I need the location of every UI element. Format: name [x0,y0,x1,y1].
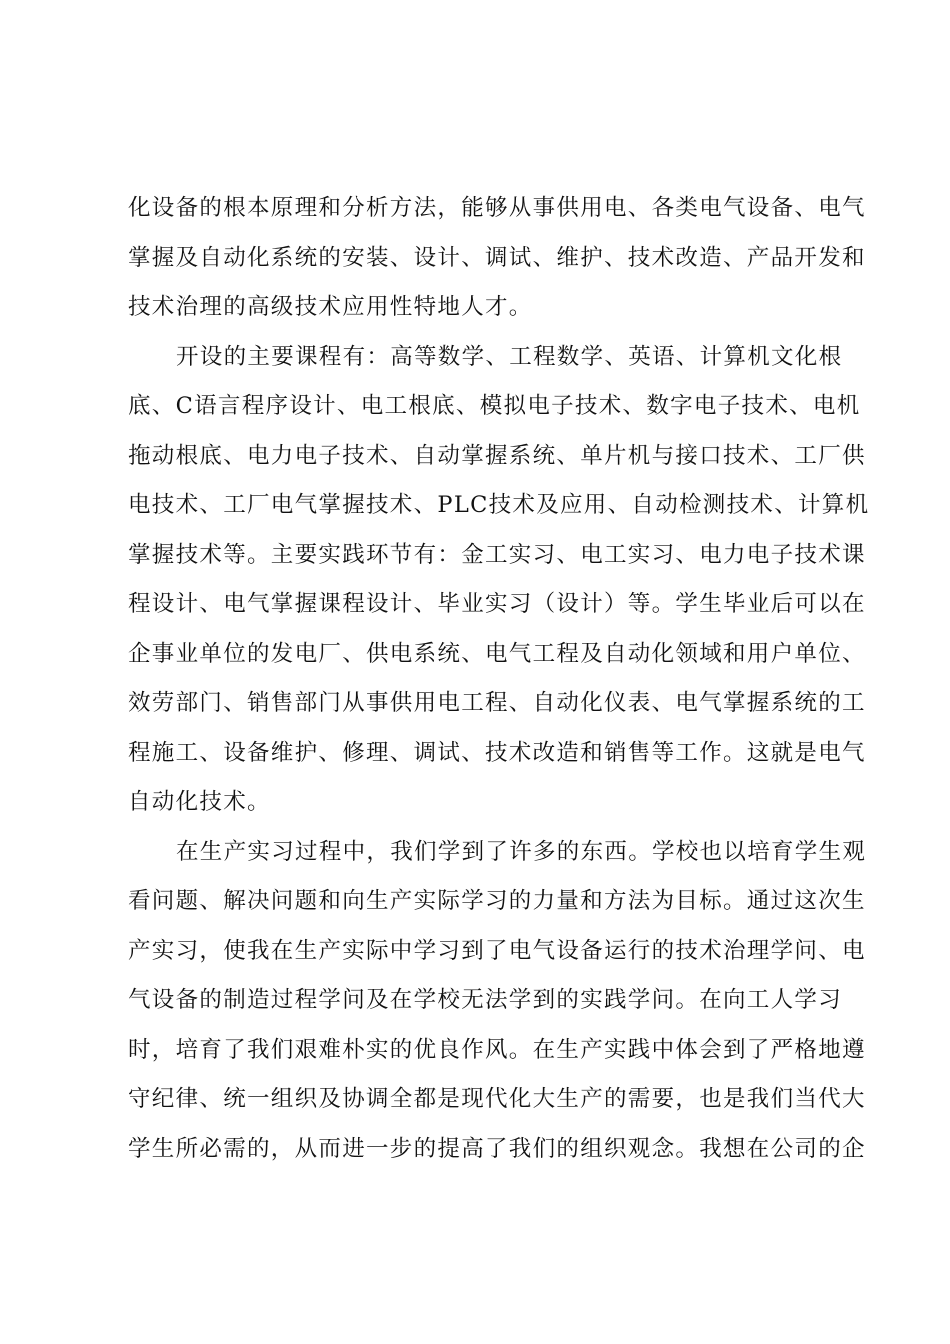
text-line: 技术治理的高级技术应用性特地人才。 [128,294,533,320]
text-line: 程施工、设备维护、修理、调试、技术改造和销售等工作。这就是电气 [128,739,866,766]
text-line: 掌握技术等。主要实践环节有：金工实习、电工实习、电力电子技术课 [128,541,866,568]
text-line: 在生产实习过程中，我们学到了许多的东西。学校也以培育学生观 [176,838,867,865]
text-line: 守纪律、统一组织及协调全都是现代化大生产的需要，也是我们当代大 [128,1086,866,1112]
paragraph [128,333,870,828]
text-line: 拖动根底、电力电子技术、自动掌握系统、单片机与接口技术、工厂供 [128,442,866,469]
text-line: 掌握及自动化系统的安装、设计、调试、维护、技术改造、产品开发和 [128,244,866,271]
text-line: 产实习，使我在生产实际中学习到了电气设备运行的技术治理学问、电 [128,937,866,964]
text-line: 电技术、工厂电气掌握技术、PLC技术及应用、自动检测技术、计算机 [128,492,870,518]
text-line: 看问题、解决问题和向生产实际学习的力量和方法为目标。通过这次生 [128,888,866,914]
text-line: 自动化技术。 [128,789,271,815]
paragraph [128,828,867,1175]
document-body [128,184,870,1174]
text-line: 程设计、电气掌握课程设计、毕业实习（设计）等。学生毕业后可以在 [128,591,866,617]
paragraph [128,184,866,333]
text-line: 底、C语言程序设计、电工根底、模拟电子技术、数字电子技术、电机 [128,393,861,419]
text-line: 企事业单位的发电厂、供电系统、电气工程及自动化领域和用户单位、 [128,640,866,667]
text-line: 化设备的根本原理和分析方法，能够从事供用电、各类电气设备、电气 [128,195,866,221]
text-line: 学生所必需的，从而进一步的提高了我们的组织观念。我想在公司的企 [128,1135,866,1162]
text-line: 时，培育了我们艰难朴实的优良作风。在生产实践中体会到了严格地遵 [128,1036,866,1063]
text-line: 效劳部门、销售部门从事供用电工程、自动化仪表、电气掌握系统的工 [128,690,866,716]
text-line: 气设备的制造过程学问及在学校无法学到的实践学问。在向工人学习 [128,987,843,1013]
text-line: 开设的主要课程有：高等数学、工程数学、英语、计算机文化根 [176,343,843,370]
